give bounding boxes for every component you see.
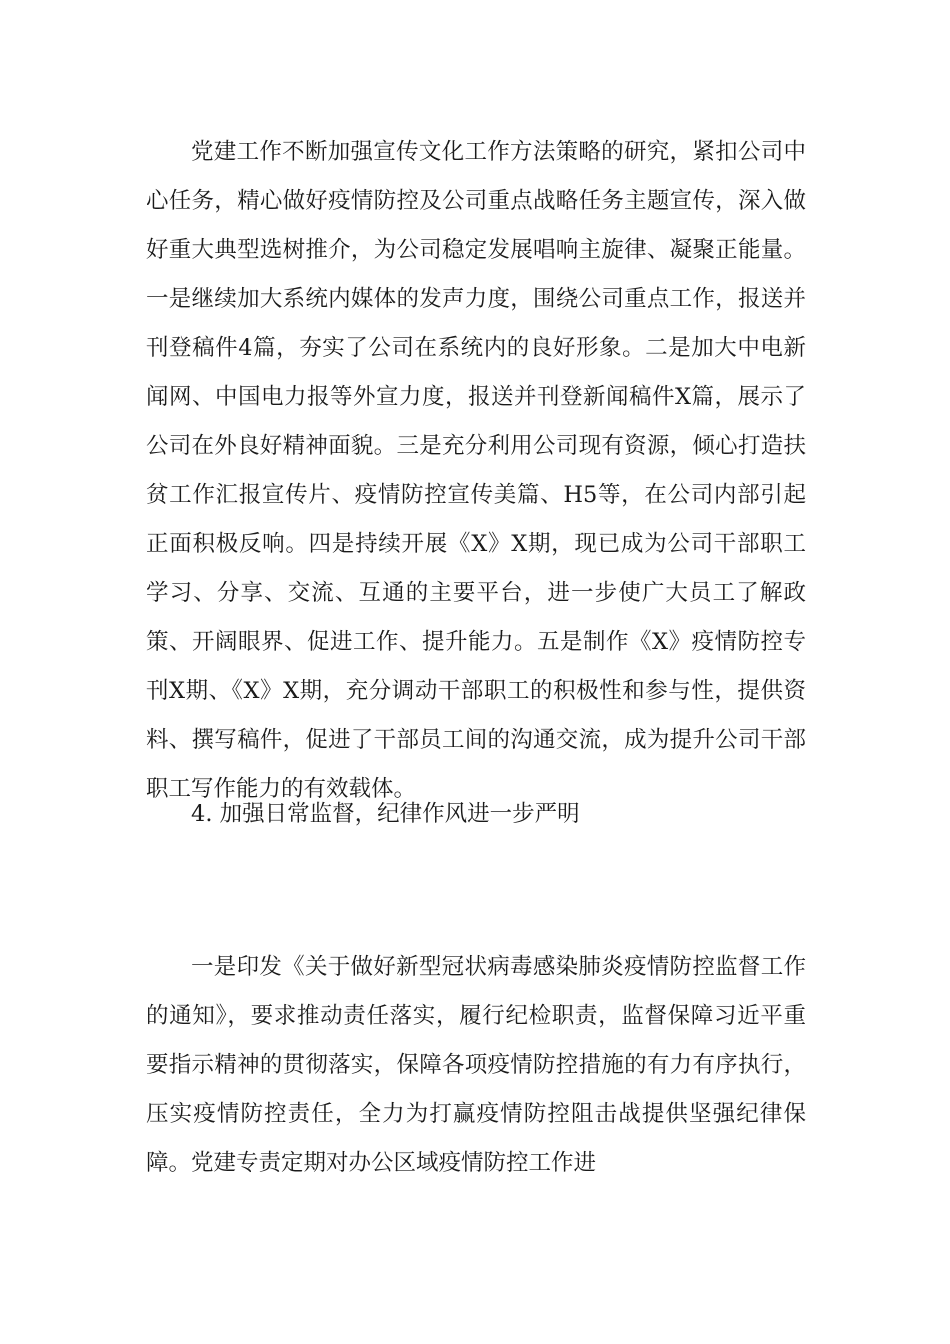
body-paragraph-supervision: 一是印发《关于做好新型冠状病毒感染肺炎疫情防控监督工作的通知》，要求推动责任落实，履行纪检职责，监督保障习近平重要指示精神的贯彻落实，保障各项疫情防控措施的有力有序执行，压实疫情防控责任，全力为打赢疫情防控阻击战提供坚强纪律保障。党建专责定期对办公区域疫情防控工作进	[146, 954, 806, 1176]
section-heading-supervision: 4. 加强日常监督，纪律作风进一步严明	[191, 801, 580, 827]
body-paragraph-publicity: 党建工作不断加强宣传文化工作方法策略的研究，紧扣公司中心任务，精心做好疫情防控及公司重点战略任务主题宣传，深入做好重大典型选树推介，为公司稳定发展唱响主旋律、凝聚正能量。一是继续加大系统内媒体的发声力度，围绕公司重点工作，报送并刊登稿件4篇，夯实了公司在系统内的良好形象。二是加大中电新闻网、中国电力报等外宣力度，报送并刊登新闻稿件X篇，展示了公司在外良好精神面貌。三是充分利用公司现有资源，倾心打造扶贫工作汇报宣传片、疫情防控宣传美篇、H5等，在公司内部引起正面积极反响。四是持续开展《X》X期，现已成为公司干部职工学习、分享、交流、互通的主要平台，进一步使广大员工了解政策、开阔眼界、促进工作、提升能力。五是制作《X》疫情防控专刊X期、《X》X期，充分调动干部职工的积极性和参与性，提供资料、撰写稿件，促进了干部员工间的沟通交流，成为提升公司干部职工写作能力的有效载体。	[146, 139, 806, 802]
